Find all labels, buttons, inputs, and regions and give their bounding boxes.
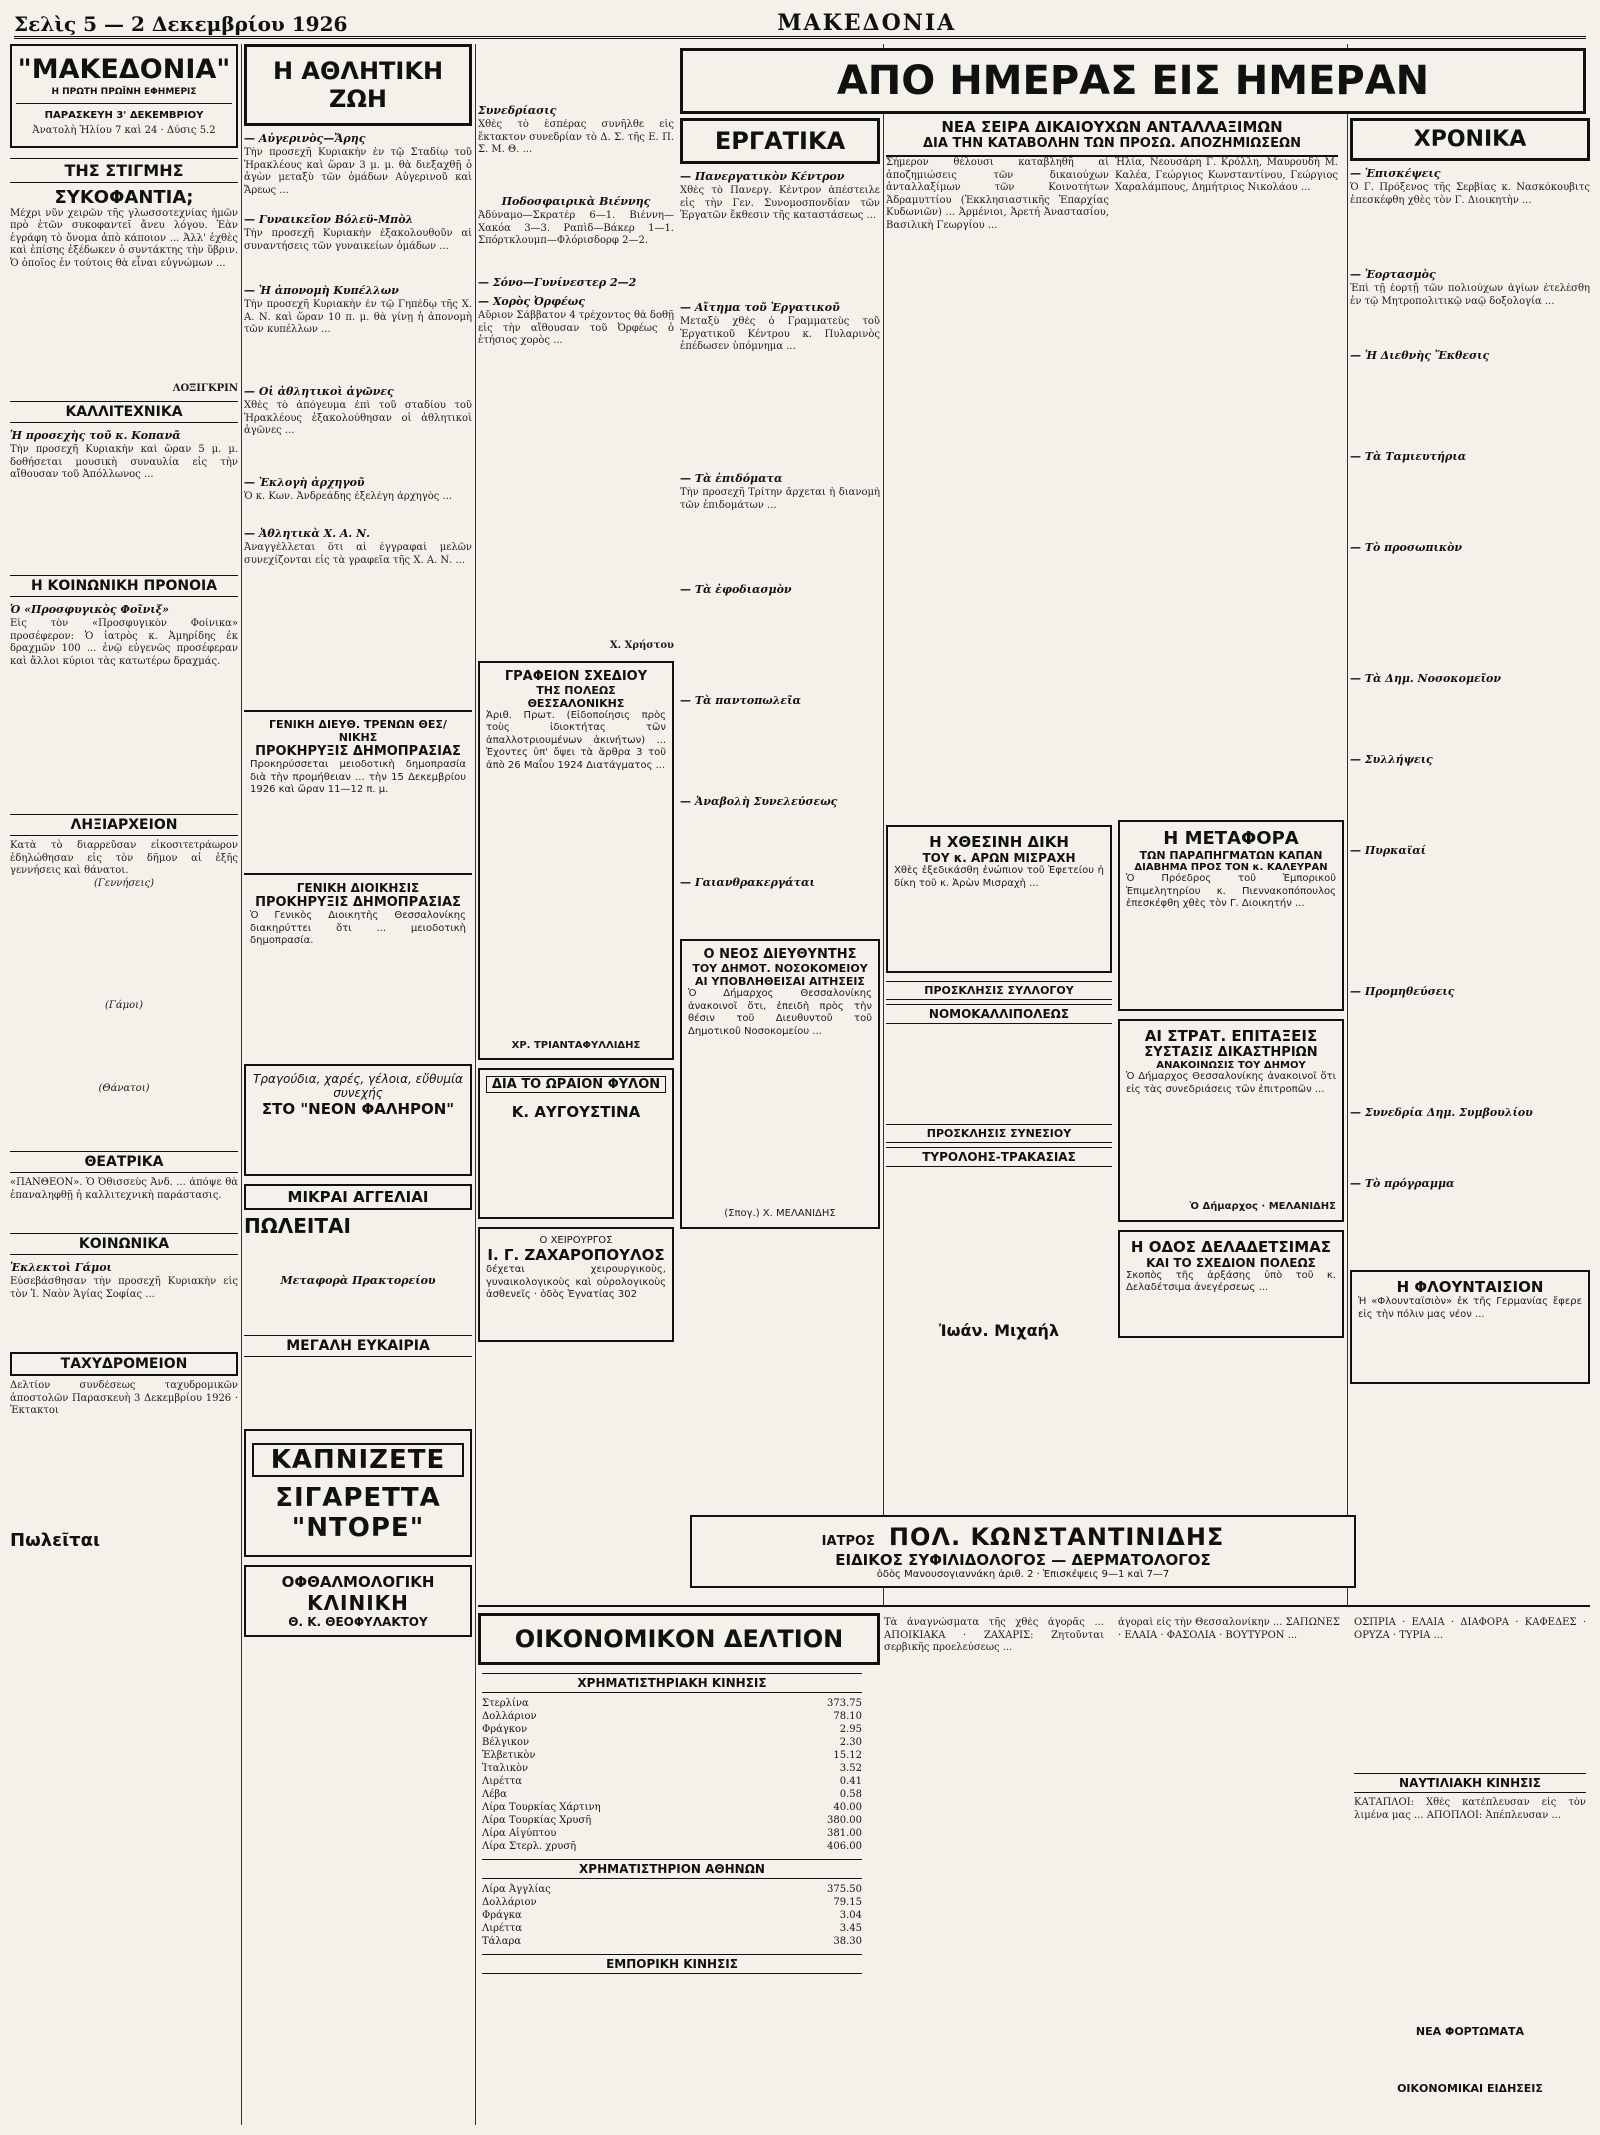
- econ-h1: ΧΡΗΜΑΤΙΣΤΗΡΙΑΚΗ ΚΙΝΗΣΙΣ: [482, 1673, 862, 1693]
- text-xoros: Αὔριον Σάββατον 4 τρέχοντος θὰ δοθῇ εἰς τὴν αἴθουσαν τοῦ Ὀρφέως ὁ ἐτήσιος χορὸς ...: [478, 310, 674, 346]
- ad-ofthalmologiki: [244, 1565, 472, 1637]
- sub-agones: — Οἱ ἀθλητικοὶ ἀγῶνες: [244, 385, 394, 398]
- ad-xeirourgos: [478, 1227, 674, 1342]
- rate-value: 2.95: [839, 1724, 862, 1735]
- rates-table-athens: [482, 1883, 862, 1948]
- sub-episkepseis: — Ἐπισκέψεις: [1350, 167, 1441, 180]
- sub-tamieftiria: — Τὰ Ταμιευτήρια: [1350, 450, 1467, 463]
- rate-name: Ἰταλικὸν: [482, 1763, 529, 1774]
- ad-dimoprasia-2: [244, 873, 472, 1056]
- iatros-label: ΙΑΤΡΟΣ: [821, 1534, 875, 1549]
- rate-row: [482, 1736, 862, 1749]
- banner-oikonomikon-text: ΟΙΚΟΝΟΜΙΚΟΝ ΔΕΛΤΙΟΝ: [514, 1625, 844, 1653]
- section-koinoniki-pronoia: Η ΚΟΙΝΩΝΙΚΗ ΠΡΟΝΟΙΑ: [10, 575, 238, 597]
- rate-name: Ἑλβετικὸν: [482, 1750, 536, 1761]
- rate-row: [482, 1922, 862, 1935]
- econ-h2: ΧΡΗΜΑΤΙΣΤΗΡΙΟΝ ΑΘΗΝΩΝ: [482, 1859, 862, 1879]
- column-1: [10, 44, 238, 2125]
- sub-pyrkaiai: — Πυρκαϊαί: [1350, 844, 1426, 857]
- text-dikaiouxoi: Σήμερον θέλουσι καταβληθῆ αἱ ἀποζημιώσεις τῶν δικαιούχων ἀνταλλαξίμων τῶν Κοινοτήτων Ἀδραμυττίου (Ἐκκλησιαστικῆς Ἐπαρχίας Κυδωνιῶν) ... Ἀρμένιοι, Ἀρετή Ἀναστασίου, Βασιλικὴ Γεωργίου ...: [886, 157, 1109, 231]
- sub-prosopiko: — Τὸ προσωπικὸν: [1350, 541, 1463, 554]
- text-sykofantia: Μέχρι νῦν χειρῶν τῆς γλωσσοτεχνίας ἡμῶν πρὸ ἐτῶν συκοφαντεῖ ἄνευ λόγου. Ἐὰν ἐγράφη τὸ ὄνομα ἀπὸ κάποιον ... Ἀλλ' ἐχθὲς καὶ ἐπίσης ἐξέδωκεν ὁ συντάκτης τὴν ὕβριν. Ὁ ὁποῖος ἐν τούτοις θὰ εἶναι εὐγνώμων ...: [10, 207, 238, 269]
- rate-value: 3.45: [839, 1923, 862, 1934]
- rate-value: 3.04: [839, 1910, 862, 1921]
- ad6-ntore: "ΝΤΟΡΕ": [291, 1513, 425, 1543]
- ad-flountaision: [1350, 1270, 1590, 1384]
- text-xan: Ἀναγγέλλεται ὅτι αἱ ἐγγραφαὶ μελῶν συνεχίζονται εἰς τὰ γραφεῖα τῆς Χ. Α. Ν. ...: [244, 542, 472, 566]
- text-volley: Τὴν προσεχῆ Κυριακὴν ἐξακολουθοῦν αἱ συναντήσεις τῶν γυναικείων ὁμάδων ...: [244, 228, 472, 252]
- banner-apo-imeras: [680, 48, 1586, 114]
- rate-value: 79.15: [833, 1897, 862, 1908]
- text-panergatiko: Χθὲς τὸ Πανεργ. Κέντρον ἀπέστειλε εἰς τὴν Γεν. Συνομοσπονδίαν τῶν Ἐργατῶν ἔκθεσιν τῆς καταστάσεως ...: [680, 185, 880, 221]
- rate-value: 38.30: [833, 1936, 862, 1947]
- rate-name: Φράγκα: [482, 1910, 522, 1921]
- rate-value: 381.00: [827, 1828, 862, 1839]
- sub-anavoli: — Ἀναβολὴ Συνελεύσεως: [680, 795, 838, 808]
- rate-value: 78.10: [833, 1711, 862, 1722]
- econ-text1: Τὰ ἀναγνώσματα τῆς χθὲς ἀγορᾶς ... ΑΠΟΙΚΙΑΚΑ · ΖΑΧΑΡΙΣ: Ζητοῦνται σερβικῆς προελεύσεως ...: [884, 1617, 1104, 1653]
- rate-name: Τάλαρα: [482, 1936, 522, 1947]
- rate-name: Λίρα Τουρκίας Χρυσῆ: [482, 1815, 592, 1826]
- ad-kapnizete-ntore: [244, 1429, 472, 1557]
- econ-h3: ΕΜΠΟΡΙΚΗ ΚΙΝΗΣΙΣ: [482, 1954, 862, 1974]
- sub-xan: — Ἀθλητικὰ Χ. Α. Ν.: [244, 527, 370, 540]
- banner-xronika-text: ΧΡΟΝΙΚΑ: [1413, 127, 1527, 152]
- sub-synedria: — Συνεδρία Δημ. Συμβουλίου: [1350, 1106, 1533, 1119]
- masthead-date: Σελὶς 5 — 2 Δεκεμβρίου 1926: [14, 12, 348, 36]
- logo-subtitle: Η ΠΡΩΤΗ ΠΡΩΪΝΗ ΕΦΗΜΕΡΙΣ: [51, 87, 197, 97]
- section-theatrika: ΘΕΑΤΡΙΚΑ: [10, 1151, 238, 1173]
- text-epidomata: Τὴν προσεχῆ Τρίτην ἄρχεται ἡ διανομὴ τῶν ἐπιδομάτων ...: [680, 487, 880, 511]
- text-pronoia: Εἰς τὸν «Προσφυγικὸν Φοίνικα» προσέφερον: Ὁ ἰατρὸς κ. Ἀμηρίδης ἐκ δραχμῶν 100 ... ἐνῷ εὐγενῶς προσέφεραν καὶ ἄλλοι κύριοι τὰς κατωτέρω δραχμάς.: [10, 618, 238, 667]
- text-dikaiouxoi-2: Ἡλία, Νεουσάρη Γ. Κρόλλη, Μαυρουδὴ Μ. Καλέα, Γεώργιος Κωνσταντίνου, Γεώργιος Χαραλάμπους, Δημήτριος Νικολάου ...: [1115, 157, 1338, 193]
- rate-value: 3.52: [839, 1763, 862, 1774]
- sub-synedriasis: Συνεδρίασις: [478, 104, 557, 117]
- diki-subtitle: ΤΟΥ κ. ΑΡΩΝ ΜΙΣΡΑΧΗ: [922, 851, 1076, 865]
- iatros-address: ὁδὸς Μανουσογιαννάκη ἀριθ. 2 · Ἐπισκέψεις 9—1 καὶ 7—7: [876, 1569, 1170, 1580]
- ad1-title: ΓΕΝΙΚΗ ΔΙΕΥΘ. ΤΡΕΝΩΝ ΘΕΣ/ΝΙΚΗΣ: [269, 718, 447, 744]
- section-taxydromeion: ΤΑΧΥΔΡΟΜΕΙΟΝ: [10, 1352, 238, 1376]
- sub-promitheuseis: — Προμηθεύσεις: [1350, 985, 1455, 998]
- ad-iatros-konstantinidis: [690, 1515, 1356, 1588]
- diefthyntis-sign: (Σπογ.) Χ. ΜΕΛΑΝΙΔΗΣ: [724, 1208, 836, 1219]
- ad1-text: Προκηρύσσεται μειοδοτικὴ δημοπρασία διὰ τὴν προμήθειαν ... τὴν 15 Δεκεμβρίου 1926 καὶ ὥραν 11—12 π. μ.: [250, 759, 466, 795]
- diki-text: Χθὲς ἐξεδικάσθη ἐνώπιον τοῦ Ἐφετείου ἡ δίκη τοῦ κ. Ἀρὼν Μισραχὴ ...: [894, 865, 1104, 889]
- epitaxeis-title: ΑΙ ΣΤΡΑΤ. ΕΠΙΤΑΞΕΙΣ: [1144, 1027, 1318, 1045]
- ad-neos-diefthyntis: [680, 939, 880, 1229]
- grafeion-subtitle: ΤΗΣ ΠΟΛΕΩΣ ΘΕΣΣΑΛΟΝΙΚΗΣ: [527, 683, 625, 710]
- sub-gaianthrakergates: — Γαιανθρακεργάται: [680, 876, 815, 889]
- sub-foinix: Ὁ «Προσφυγικὸς Φοῖνιξ»: [10, 603, 170, 616]
- econ-text3: ΟΣΠΡΙΑ · ΕΛΑΙΑ · ΔΙΑΦΟΡΑ · ΚΑΦΕΔΕΣ · ΟΡΥΖΑ · ΤΥΡΙΑ ...: [1354, 1617, 1586, 1641]
- marriages-label: (Γάμοι): [105, 1000, 143, 1011]
- prosklisis-synesiou: ΠΡΟΣΚΛΗΣΙΣ ΣΥΝΕΣΙΟΥ: [886, 1124, 1112, 1143]
- sub-volley: — Γυναικεῖον Βόλεϋ-Μπὸλ: [244, 213, 414, 226]
- rate-name: Λέβα: [482, 1789, 507, 1800]
- poleitai-footer: Πωλεῖται: [10, 1530, 100, 1551]
- text-taxydromeion: Δελτίον συνδέσεως ταχυδρομικῶν ἀποστολῶν Παρασκευὴ 3 Δεκεμβρίου 1926 · Ἐκτακτοι: [10, 1380, 238, 1416]
- rate-name: Λίρα Στερλ. χρυσῆ: [482, 1841, 577, 1852]
- rate-value: 373.75: [827, 1698, 862, 1709]
- odos-text: Σκοπὸς τῆς ἀρξάσης ὑπὸ τοῦ κ. Δελαδέτσιμα ἀνεγέρσεως ...: [1126, 1269, 1336, 1293]
- sub-aitima: — Αἴτημα τοῦ Ἐργατικοῦ: [680, 301, 840, 314]
- rate-row: [482, 1723, 862, 1736]
- odos-subtitle: ΚΑΙ ΤΟ ΣΧΕΔΙΟΝ ΠΟΛΕΩΣ: [1146, 1255, 1316, 1270]
- masthead: [14, 10, 1586, 39]
- rate-name: Λίρα Τουρκίας Χάρτινη: [482, 1802, 601, 1813]
- sub-viennis: Ποδοσφαιρικὰ Βιέννης: [501, 195, 651, 208]
- rate-value: 2.30: [839, 1737, 862, 1748]
- ad-metafora: [1118, 820, 1344, 1011]
- rate-name: Φράγκον: [482, 1724, 528, 1735]
- headline-sykofantia: ΣΥΚΟΦΑΝΤΙΑ;: [54, 186, 194, 208]
- rate-name: Λίρα Αἰγύπτου: [482, 1828, 557, 1839]
- signature-loxigkrin: ΛΟΞΙΓΚΡΙΝ: [172, 382, 238, 394]
- rate-row: [482, 1762, 862, 1775]
- epitaxeis-text: Ὁ Δήμαρχος Θεσσαλονίκης ἀνακοινοῖ ὅτι εἰς τὰς συνεδριάσεις τῶν ἐπιτροπῶν ...: [1126, 1071, 1336, 1095]
- epitaxeis-third: ΑΝΑΚΟΙΝΩΣΙΣ ΤΟΥ ΔΗΜΟΥ: [1156, 1060, 1306, 1071]
- epitaxeis-sign: Ὁ Δήμαρχος · ΜΕΛΑΝΙΔΗΣ: [1189, 1201, 1336, 1212]
- rate-value: 406.00: [827, 1841, 862, 1852]
- diki-title: Η ΧΘΕΣΙΝΗ ΔΙΚΗ: [929, 833, 1069, 851]
- sub-avgerinos: — Αὐγερινὸς—Ἄρης: [244, 132, 366, 145]
- rate-name: Λιρέττα: [482, 1923, 523, 1934]
- sub-diethnis: — Ἡ Διεθνὴς Ἔκθεσις: [1350, 349, 1490, 362]
- text-koinonika: Εὐσεβάσθησαν τὴν προσεχῆ Κυριακὴν εἰς τὸν Ἱ. Ναὸν Ἁγίας Σοφίας ...: [10, 1276, 238, 1300]
- ad7-doctor: Θ. Κ. ΘΕΟΦΥΛΑΚΤΟΥ: [288, 1615, 428, 1629]
- ad-dimoprasia-1: [244, 710, 472, 865]
- xeirourgos-name: Ι. Γ. ΖΑΧΑΡΟΠΟΥΛΟΣ: [487, 1246, 665, 1264]
- sub-nosokomeion: — Τὰ Δημ. Νοσοκομεῖον: [1350, 672, 1502, 685]
- text-arxigos: Ὁ κ. Κων. Ἀνδρεάδης ἐξελέγη ἀρχηγὸς ...: [244, 491, 453, 502]
- ad1-subtitle: ΠΡΟΚΗΡΥΞΙΣ ΔΗΜΟΠΡΑΣΙΑΣ: [255, 744, 461, 759]
- ad-strat-epitaxeis: [1118, 1019, 1344, 1222]
- rate-row: [482, 1697, 862, 1710]
- ad7-klinik: ΚΛΙΝΙΚΗ: [307, 1591, 409, 1615]
- rate-row: [482, 1775, 862, 1788]
- section-koinonika: ΚΟΙΝΩΝΙΚΑ: [10, 1233, 238, 1255]
- econ-h5: ΝΕΑ ΦΟΡΤΩΜΑΤΑ: [1415, 2025, 1525, 2038]
- deaths-label: (Θάνατοι): [98, 1082, 150, 1094]
- sub-sono: — Σόνο—Γυνίνεστερ 2—2: [478, 276, 637, 289]
- econ-section: [478, 1605, 1590, 2127]
- rate-value: 0.41: [839, 1776, 862, 1787]
- ad2-text: Ὁ Γενικὸς Διοικητὴς Θεσσαλονίκης διακηρύττει ὅτι ... μειοδοτικὴ δημοπρασία.: [250, 910, 466, 946]
- text-episkepseis: Ὁ Γ. Πρόξενος τῆς Σερβίας κ. Νασκόκουβιτς ἐπεσκέφθη χθὲς τὸν Γ. Διοικητὴν ...: [1350, 182, 1590, 206]
- head-dikaiouxoi: ΝΕΑ ΣΕΙΡΑ ΔΙΚΑΙΟΥΧΩΝ ΑΝΤΑΛΛΑΞΙΜΩΝ: [941, 118, 1283, 136]
- text-kallitexnika: Τὴν προσεχῆ Κυριακὴν καὶ ὥραν 5 μ. μ. δοθήσεται μουσικὴ συναυλία εἰς τὴν αἴθουσαν τοῦ Ἀπόλλωνος ...: [10, 444, 238, 480]
- text-theatrika: «ΠΑΝΘΕΟΝ». Ὁ Ὀθισσεὺς Ἀνδ. ... ἀπόψε θὰ ἐπαναληφθῇ ἡ καλλιτεχνικὴ παράστασις.: [10, 1177, 238, 1201]
- sub-kypella: — Ἡ ἀπονομὴ Κυπέλλων: [244, 284, 399, 297]
- rate-row: [482, 1827, 862, 1840]
- rate-value: 380.00: [827, 1815, 862, 1826]
- rate-name: Δολλάριον: [482, 1897, 537, 1908]
- section-lixiarxeion: ΛΗΞΙΑΡΧΕΙΟΝ: [10, 814, 238, 836]
- sub-panergatiko: — Πανεργατικὸν Κέντρον: [680, 170, 845, 183]
- text-lixiarxeion: Κατὰ τὸ διαρρεῦσαν εἰκοσιτετράωρον ἐδηλώθησαν εἰς τὸν δῆμον αἱ ἑξῆς γεννήσεις καὶ θάνατοι.: [10, 840, 238, 876]
- rate-name: Λίρα Ἀγγλίας: [482, 1884, 551, 1895]
- diefthyntis-title: Ο ΝΕΟΣ ΔΙΕΥΘΥΝΤΗΣ: [703, 947, 857, 962]
- diefthyntis-third: ΑΙ ΥΠΟΒΛΗΘΕΙΣΑΙ ΑΙΤΗΣΕΙΣ: [695, 975, 865, 988]
- sub-xoros: — Χορὸς Ὀρφέως: [478, 295, 585, 308]
- iatros-name: ΠΟΛ. ΚΩΝΣΤΑΝΤΙΝΙΔΗΣ: [888, 1523, 1225, 1551]
- iatros-specialty: ΕΙΔΙΚΟΣ ΣΥΦΙΛΙΔΟΛΟΓΟΣ — ΔΕΡΜΑΤΟΛΟΓΟΣ: [835, 1551, 1211, 1569]
- rate-value: 15.12: [833, 1750, 862, 1761]
- section-mikrai-aggeliai: ΜΙΚΡΑΙ ΑΓΓΕΛΙΑΙ: [244, 1184, 472, 1210]
- banner-xronika: [1350, 118, 1590, 161]
- metafora-third: ΔΙΑΒΗΜΑ ΠΡΟΣ ΤΟΝ κ. ΚΑΛΕΥΡΑΝ: [1134, 862, 1328, 873]
- logo-box: [10, 44, 238, 148]
- rate-row: [482, 1801, 862, 1814]
- grafeion-sign: ΧΡ. ΤΡΙΑΝΤΑΦΥΛΛΙΔΗΣ: [511, 1039, 641, 1051]
- ad3-tagline: Τραγούδια, χαρές, γέλοια, εὔθυμία συνεχής: [253, 1072, 463, 1100]
- rate-row: [482, 1840, 862, 1853]
- epitaxeis-subtitle: ΣΥΣΤΑΣΙΣ ΔΙΚΑΣΤΗΡΙΩΝ: [1144, 1045, 1318, 1060]
- text-synedriasis: Χθὲς τὸ ἑσπέρας συνῆλθε εἰς ἔκτακτον συνεδρίαν τὸ Δ. Σ. τῆς Ε. Π. Σ. Μ. Θ. ...: [478, 119, 674, 155]
- rate-name: Βέλγικον: [482, 1737, 530, 1748]
- prosklisis-syllogou: ΠΡΟΣΚΛΗΣΙΣ ΣΥΛΛΟΓΟΥ: [886, 981, 1112, 1000]
- sign-xristou: Χ. Χρήστου: [609, 640, 674, 651]
- sub-syllipseis: — Συλλήψεις: [1350, 753, 1433, 766]
- rate-value: 40.00: [833, 1802, 862, 1813]
- tyroloi: ΤΥΡΟΛΟΗΣ-ΤΡΑΚΑΣΙΑΣ: [886, 1147, 1112, 1167]
- sub-eortasmos: — Ἐορτασμὸς: [1350, 268, 1436, 281]
- flountaision-title: Η ΦΛΟΥΝΤΑΙΣΙΟΝ: [1396, 1278, 1544, 1296]
- diefthyntis-subtitle: ΤΟΥ ΔΗΜΟΤ. ΝΟΣΟΚΟΜΕΙΟΥ: [692, 962, 868, 975]
- ad6-kapnizete: ΚΑΠΝΙΖΕΤΕ: [252, 1443, 464, 1477]
- text-kypella: Τὴν προσεχῆ Κυριακὴν ἐν τῷ Γηπέδῳ τῆς Χ. Α. Ν. καὶ ὥραν 10 π. μ. θὰ γίνῃ ἡ ἀπονομὴ τῶν κυπέλλων ...: [244, 299, 472, 335]
- econ-h4: ΝΑΥΤΙΛΙΑΚΗ ΚΙΝΗΣΙΣ: [1354, 1773, 1586, 1793]
- masthead-title: ΜΑΚΕΔΟΝΙΑ: [777, 10, 957, 36]
- rate-row: [482, 1749, 862, 1762]
- ad4-metafora: Μεταφορὰ Πρακτορείου: [280, 1274, 436, 1287]
- grafeion-title: ΓΡΑΦΕΙΟΝ ΣΧΕΔΙΟΥ: [504, 668, 648, 684]
- nomokallipoleos: ΝΟΜΟΚΑΛΛΙΠΟΛΕΩΣ: [886, 1004, 1112, 1024]
- section-stigmis: ΤΗΣ ΣΤΙΓΜΗΣ: [10, 158, 238, 183]
- banner-ergatika: [680, 118, 880, 164]
- column-2: [244, 44, 472, 2125]
- text-viennis: Ἀδύναμο—Σκρατέρ 6—1. Βιέννη—Χακόα 3—3. Ραπὶδ—Βάκερ 1—1. Σπόρτκλουμπ—Φλόρισδορφ 2—2.: [478, 210, 674, 246]
- section-kallitexnika: ΚΑΛΛΙΤΕΧΝΙΚΑ: [10, 401, 238, 423]
- sub-gamoi: Ἐκλεκτοὶ Γάμοι: [10, 1261, 112, 1274]
- rates-table: [482, 1697, 862, 1853]
- ad7-title: ΟΦΘΑΛΜΟΛΟΓΙΚΗ: [281, 1573, 435, 1591]
- fylon-title: ΔΙΑ ΤΟ ΩΡΑΙΟΝ ΦΥΛΟΝ: [486, 1076, 666, 1093]
- sub-kopana: Ἡ προσεχὴς τοῦ κ. Κοπανᾶ: [10, 429, 181, 442]
- rate-row: [482, 1896, 862, 1909]
- rate-row: [482, 1883, 862, 1896]
- sub-efodiasmon: — Τὰ ἐφοδιασμὸν: [680, 583, 792, 596]
- ad-neon-faliron: [244, 1064, 472, 1176]
- rate-row: [482, 1814, 862, 1827]
- ad-odos-deladetsimas: [1118, 1230, 1344, 1338]
- rate-row: [482, 1788, 862, 1801]
- sub-epidomata: — Τὰ ἐπιδόματα: [680, 472, 783, 485]
- sub-programma: — Τὸ πρόγραμμα: [1350, 1177, 1455, 1190]
- metafora-title: Η ΜΕΤΑΦΟΡΑ: [1163, 828, 1299, 849]
- fylon-name: Κ. ΑΥΓΟΥΣΤΙΝΑ: [511, 1103, 641, 1121]
- metafora-text: Ὁ Πρόεδρος τοῦ Ἐμπορικοῦ Ἐπιμελητηρίου κ. Πιεννακοπόπουλος ἐπεσκέφθη χθὲς τὸν Γ. Διοικητήν ...: [1126, 873, 1336, 909]
- xeirourgos-label: Ο ΧΕΙΡΟΥΡΓΟΣ: [539, 1235, 613, 1246]
- banner-athlitiki-zoi: [244, 44, 472, 126]
- banner-oikonomikon: [478, 1613, 880, 1665]
- econ-rates: [482, 1667, 862, 2028]
- banner-apo-imeras-text: ΑΠΟ ΗΜΕΡΑΣ ΕΙΣ ΗΜΕΡΑΝ: [836, 58, 1430, 104]
- ad-oraion-fylon: [478, 1068, 674, 1219]
- metafora-subtitle: ΤΩΝ ΠΑΡΑΠΗΓΜΑΤΩΝ ΚΑΠΑΝ: [1139, 849, 1323, 862]
- rate-value: 375.50: [827, 1884, 862, 1895]
- rate-name: Δολλάριον: [482, 1711, 537, 1722]
- ad2-title: ΓΕΝΙΚΗ ΔΙΟΙΚΗΣΙΣ: [296, 881, 420, 895]
- text-avgerinos: Τὴν προσεχῆ Κυριακὴν ἐν τῷ Σταδίῳ τοῦ Ἡρακλέους καὶ ὥραν 3 μ. μ. θὰ διεξαχθῇ ὁ ἀγὼν μεταξὺ τῶν ὁμάδων Αὐγερινοῦ καὶ Ἄρεως ...: [244, 147, 472, 196]
- text-aitima: Μεταξὺ χθὲς ὁ Γραμματεὺς τοῦ Ἐργατικοῦ Κέντρου κ. Πυλαρινὸς ἐπέδωσεν ὑπόμνημα ...: [680, 316, 880, 352]
- diefthyntis-text: Ὁ Δήμαρχος Θεσσαλονίκης ἀνακοινοῖ ὅτι, ἐπειδὴ πρὸς τὴν θέσιν τοῦ Διευθυντοῦ τοῦ Δημοτικοῦ Νοσοκομείου ...: [688, 988, 872, 1037]
- grafeion-text: Ἀριθ. Πρωτ. (Εἰδοποίησις πρὸς τοὺς ἰδιοκτήτας τῶν ἀπαλλοτριουμένων ἀκινήτων) ... Ἐχοντες ὑπ' ὄψει τὰ ἄρθρα 3 τοῦ ἀπὸ 26 Μαΐου 1924 Διατάγματος ...: [486, 709, 666, 771]
- xeirourgos-text: δέχεται χειρουργικοὺς, γυναικολογικοὺς καὶ οὐρολογικοὺς ἀσθενεῖς · ὁδὸς Ἐγνατίας 302: [486, 1264, 666, 1300]
- econ-text4: ΚΑΤΑΠΛΟΙ: Χθὲς κατέπλευσαν εἰς τὸν λιμένα μας ... ΑΠΟΠΛΟΙ: Ἀπέπλευσαν ...: [1354, 1797, 1586, 1821]
- econ-text2: ἀγοραὶ εἰς τὴν Θεσσαλονίκην ... ΣΑΠΩΝΕΣ · ΕΛΑΙΑ · ΦΑΣΟΛΙΑ · ΒΟΥΤΥΡΟΝ ...: [1118, 1617, 1340, 1641]
- head-apozimioseis: ΔΙΑ ΤΗΝ ΚΑΤΑΒΟΛΗΝ ΤΩΝ ΠΡΟΣΩ. ΑΠΟΖΗΜΙΩΣΕΩΝ: [886, 136, 1338, 157]
- births-label: (Γεννήσεις): [94, 877, 154, 889]
- ad4-poleitai: ΠΩΛΕΙΤΑΙ: [244, 1214, 351, 1238]
- text-agones: Χθὲς τὸ ἀπόγευμα ἐπὶ τοῦ σταδίου τοῦ Ἡρακλέους ἐξακολούθησαν οἱ ἀθλητικοὶ ἀγῶνες ...: [244, 400, 472, 436]
- banner-ergatika-text: ΕΡΓΑΤΙΚΑ: [714, 127, 846, 155]
- econ-h6: ΟΙΚΟΝΟΜΙΚΑΙ ΕΙΔΗΣΕΙΣ: [1397, 2082, 1543, 2095]
- flountaision-text: Ἡ «Φλουνταϊσιὸν» ἐκ τῆς Γερμανίας ἔφερε εἰς τὴν πόλιν μας νέον ...: [1358, 1296, 1582, 1320]
- ad-grafeion-sxediou: [478, 661, 674, 1061]
- rate-row: [482, 1909, 862, 1922]
- ad6-sigaretta: ΣΙΓΑΡΕΤΤΑ: [275, 1483, 441, 1513]
- rate-value: 0.58: [839, 1789, 862, 1800]
- logo-name: "ΜΑΚΕΔΟΝΙΑ": [17, 54, 231, 85]
- banner-athlitiki-text: Η ΑΘΛΗΤΙΚΗ ΖΩΗ: [272, 57, 444, 113]
- ad3-title: ΣΤΟ "ΝΕΟΝ ΦΑΛΗΡΟΝ": [261, 1100, 455, 1118]
- section-megali-eykairia: ΜΕΓΑΛΗ ΕΥΚΑΙΡΙΑ: [244, 1335, 472, 1357]
- ad2-subtitle: ΠΡΟΚΗΡΥΞΙΣ ΔΗΜΟΠΡΑΣΙΑΣ: [255, 895, 461, 910]
- sun-times: Ἀνατολὴ Ἡλίου 7 καὶ 24 · Δύσις 5.2: [32, 125, 216, 136]
- rate-row: [482, 1710, 862, 1723]
- rate-name: Στερλίνα: [482, 1698, 529, 1709]
- logo-date: ΠΑΡΑΣΚΕΥΗ 3' ΔΕΚΕΜΒΡΙΟΥ: [44, 110, 204, 121]
- text-eortasmos: Ἐπὶ τῇ ἐορτῇ τῶν πολιούχων ἁγίων ἐτελέσθη ἐν τῷ Μητροπολιτικῷ ναῷ δοξολογία ...: [1350, 283, 1590, 307]
- ad-xthesini-diki: [886, 825, 1112, 973]
- rate-row: [482, 1935, 862, 1948]
- rate-name: Λιρέττα: [482, 1776, 523, 1787]
- sub-arxigos: — Ἐκλογὴ ἀρχηγοῦ: [244, 476, 365, 489]
- odos-title: Η ΟΔΟΣ ΔΕΛΑΔΕΤΣΙΜΑΣ: [1130, 1237, 1332, 1256]
- sub-pantopoleia: — Τὰ παντοπωλεῖα: [680, 694, 801, 707]
- sign-michail: Ἰωάν. Μιχαήλ: [938, 1321, 1060, 1340]
